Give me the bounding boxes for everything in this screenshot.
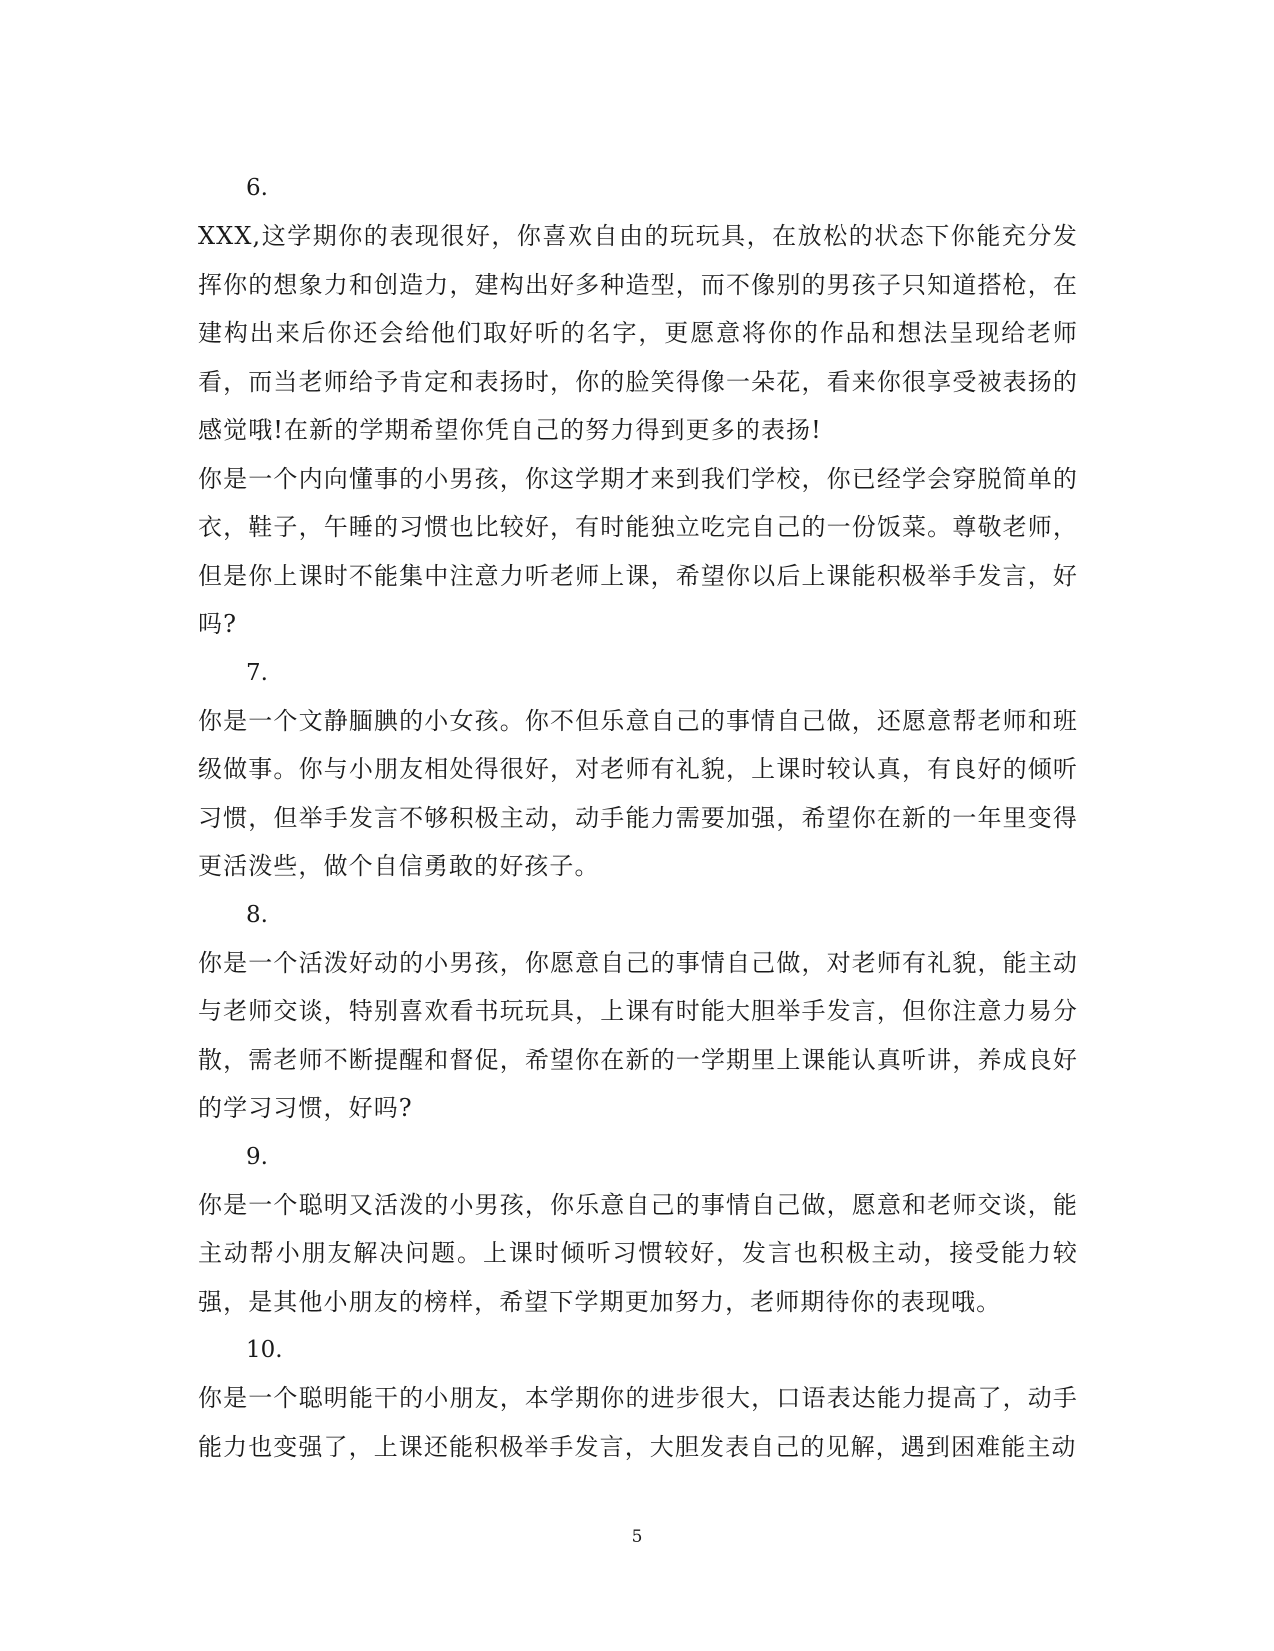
paragraph: 你是一个聪明能干的小朋友，本学期你的进步很大，口语表达能力提高了，动手能力也变强了，上课还能积极举手发言，大胆发表自己的见解，遇到困难能主动 [198, 1384, 1078, 1461]
section-8 [198, 891, 1078, 1133]
paragraph: 你是一个聪明又活泼的小男孩，你乐意自己的事情自己做，愿意和老师交谈，能主动帮小朋友解决问题。上课时倾听习惯较好，发言也积极主动，接受能力较强，是其他小朋友的榜样，希望下学期更加努力，老师期待你的表现哦。 [198, 1190, 1078, 1316]
document-body [198, 164, 1078, 1471]
page-number: 5 [631, 1527, 643, 1547]
section-7 [198, 649, 1078, 891]
section-9 [198, 1133, 1078, 1327]
section-number: 7. [246, 659, 268, 686]
section-number: 10. [246, 1337, 283, 1363]
section-6 [198, 164, 1078, 649]
paragraph: 你是一个文静腼腆的小女孩。你不但乐意自己的事情自己做，还愿意帮老师和班级做事。你与小朋友相处得很好，对老师有礼貌，上课时较认真，有良好的倾听习惯，但举手发言不够积极主动，动手能力需要加强，希望你在新的一年里变得更活泼些，做个自信勇敢的好孩子。 [198, 706, 1078, 880]
section-number: 9. [246, 1143, 268, 1170]
section-number: 6. [246, 175, 268, 201]
paragraph: 你是一个内向懂事的小男孩，你这学期才来到我们学校，你已经学会穿脱简单的衣，鞋子，午睡的习惯也比较好，有时能独立吃完自己的一份饭菜。尊敬老师，但是你上课时不能集中注意力听老师上课，希望你以后上课能积极举手发言，好吗? [198, 464, 1078, 638]
section-10 [198, 1326, 1078, 1471]
paragraph: XXX,这学期你的表现很好，你喜欢自由的玩玩具，在放松的状态下你能充分发挥你的想象力和创造力，建构出好多种造型，而不像别的男孩子只知道搭枪，在建构出来后你还会给他们取好听的名字，更愿意将你的作品和想法呈现给老师看，而当老师给予肯定和表扬时，你的脸笑得像一朵花，看来你很享受被表扬的感觉哦!在新的学期希望你凭自己的努力得到更多的表扬! [198, 222, 1078, 444]
section-number: 8. [246, 901, 268, 928]
paragraph: 你是一个活泼好动的小男孩，你愿意自己的事情自己做，对老师有礼貌，能主动与老师交谈，特别喜欢看书玩玩具，上课有时能大胆举手发言，但你注意力易分散，需老师不断提醒和督促，希望你在新的一学期里上课能认真听讲，养成良好的学习习惯，好吗? [198, 948, 1078, 1122]
